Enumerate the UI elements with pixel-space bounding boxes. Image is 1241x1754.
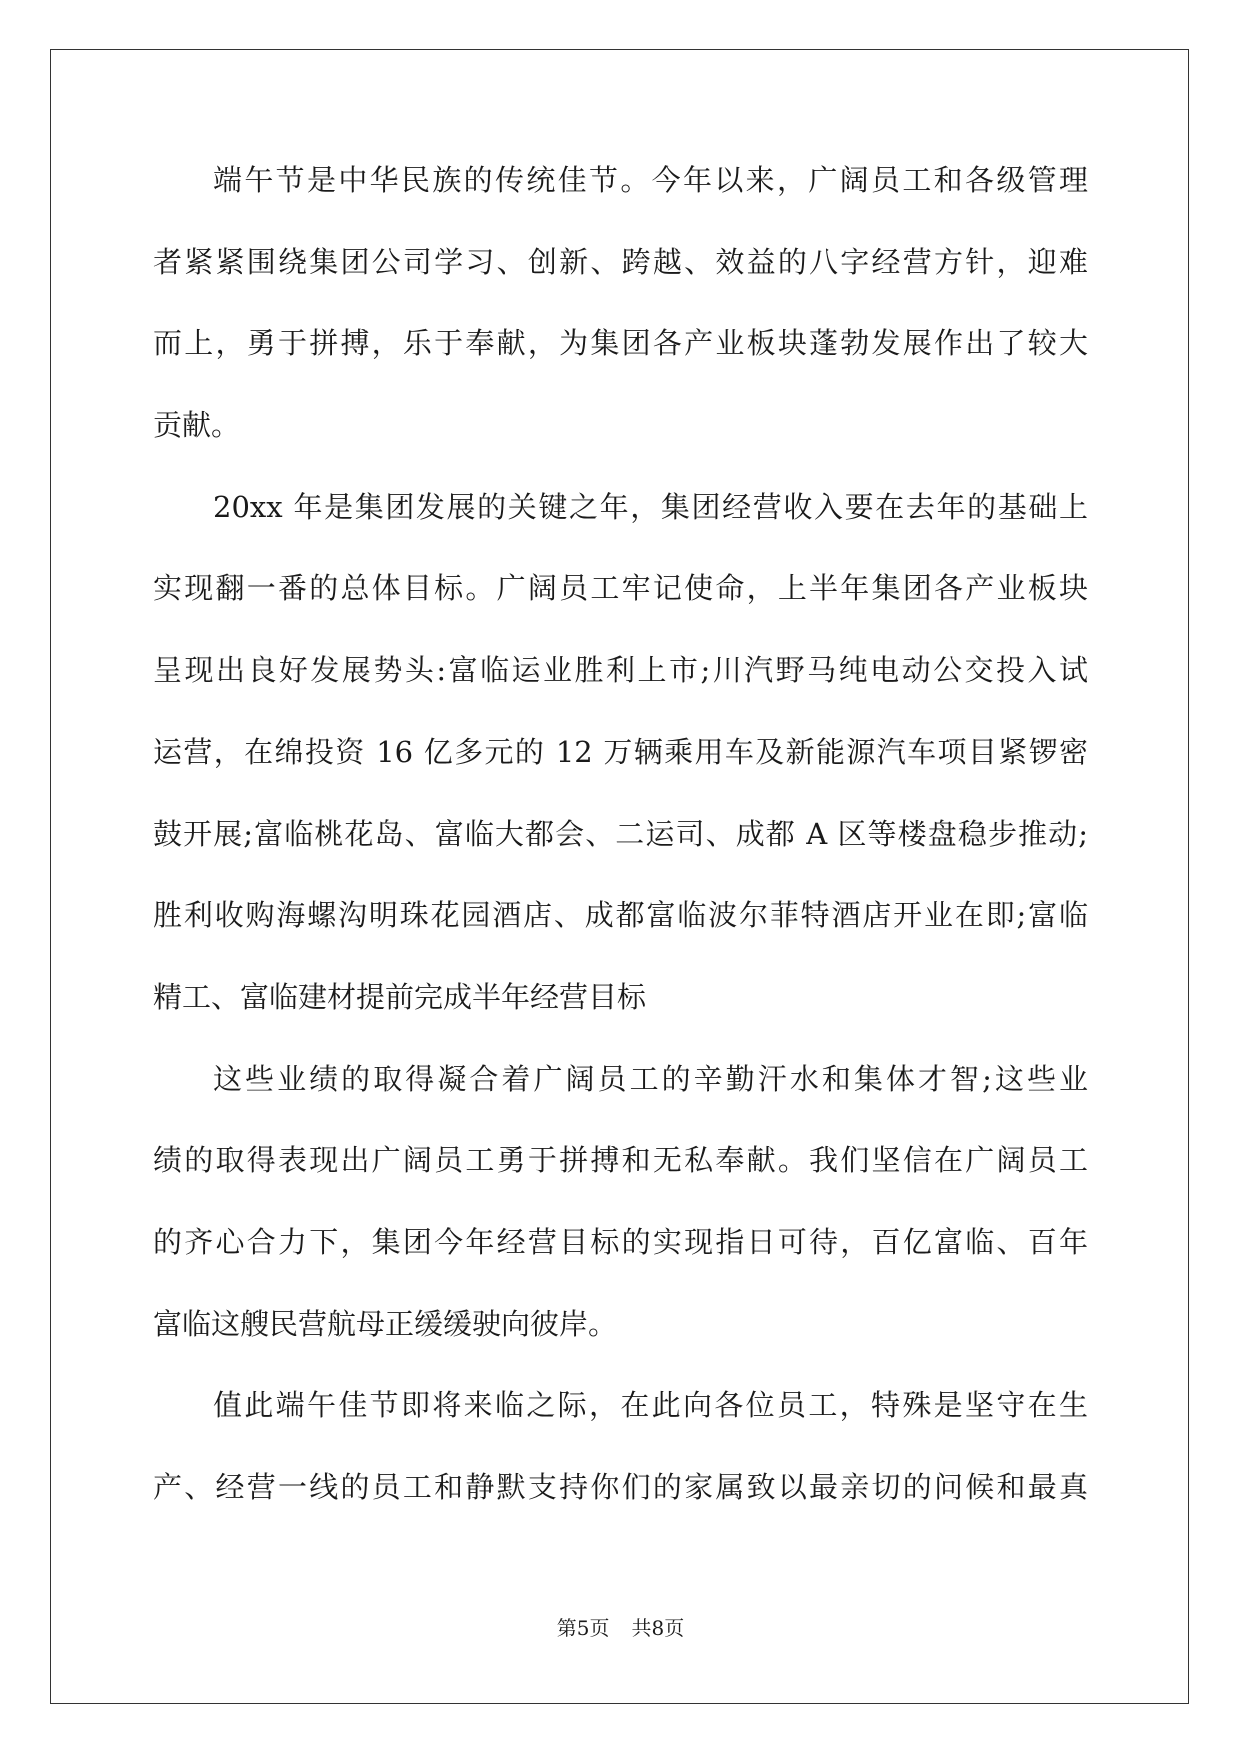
total-label-suffix: 页 <box>664 1616 685 1640</box>
page-label-suffix: 页 <box>589 1616 610 1640</box>
total-label-prefix: 共 <box>631 1616 652 1640</box>
paragraph-4-line-2: 产、经营一线的员工和静默支持你们的家属致以最亲切的问候和最真 <box>153 1470 1088 1504</box>
paragraph-2-line-2: 实现翻一番的总体目标。广阔员工牢记使命，上半年集团各产业板块 <box>153 571 1088 606</box>
paragraph-2-line-6: 胜利收购海螺沟明珠花园酒店、成都富临波尔菲特酒店开业在即;富临 <box>153 898 1088 933</box>
paragraph-2-line-3: 呈现出良好发展势头:富临运业胜利上市;川汽野马纯电动公交投入试 <box>153 653 1088 688</box>
paragraph-1-line-1: 端午节是中华民族的传统佳节。今年以来，广阔员工和各级管理 <box>213 163 1088 197</box>
page-label-prefix: 第 <box>556 1616 577 1640</box>
page-number: 5 <box>576 1616 590 1640</box>
page-footer <box>0 1616 1241 1640</box>
paragraph-3-line-1: 这些业绩的取得凝合着广阔员工的辛勤汗水和集体才智;这些业 <box>213 1061 1088 1096</box>
paragraph-1-line-2: 者紧紧围绕集团公司学习、创新、跨越、效益的八字经营方针，迎难 <box>153 244 1088 279</box>
page-total: 8 <box>651 1616 665 1640</box>
paragraph-1-line-4: 贡献。 <box>153 408 241 443</box>
document-body <box>153 155 1088 1544</box>
paragraph-3-line-3: 的齐心合力下，集团今年经营目标的实现指日可待，百亿富临、百年 <box>153 1224 1088 1259</box>
paragraph-2-line-7: 精工、富临建材提前完成半年经营目标 <box>153 979 647 1014</box>
paragraph-3-line-2: 绩的取得表现出广阔员工勇于拼搏和无私奉献。我们坚信在广阔员工 <box>153 1143 1088 1178</box>
paragraph-1-line-3: 而上，勇于拼搏，乐于奉献，为集团各产业板块蓬勃发展作出了较大 <box>153 326 1088 361</box>
paragraph-2-line-4: 运营，在绵投资 16 亿多元的 12 万辆乘用车及新能源汽车项目紧锣密 <box>153 734 1088 769</box>
paragraph-2-line-1: 20xx 年是集团发展的关键之年，集团经营收入要在去年的基础上 <box>213 489 1088 524</box>
paragraph-4-line-1: 值此端午佳节即将来临之际，在此向各位员工，特殊是坚守在生 <box>213 1388 1088 1423</box>
paragraph-2-line-5: 鼓开展;富临桃花岛、富临大都会、二运司、成都 A 区等楼盘稳步推动; <box>153 816 1088 851</box>
paragraph-3-line-4: 富临这艘民营航母正缓缓驶向彼岸。 <box>153 1306 618 1341</box>
